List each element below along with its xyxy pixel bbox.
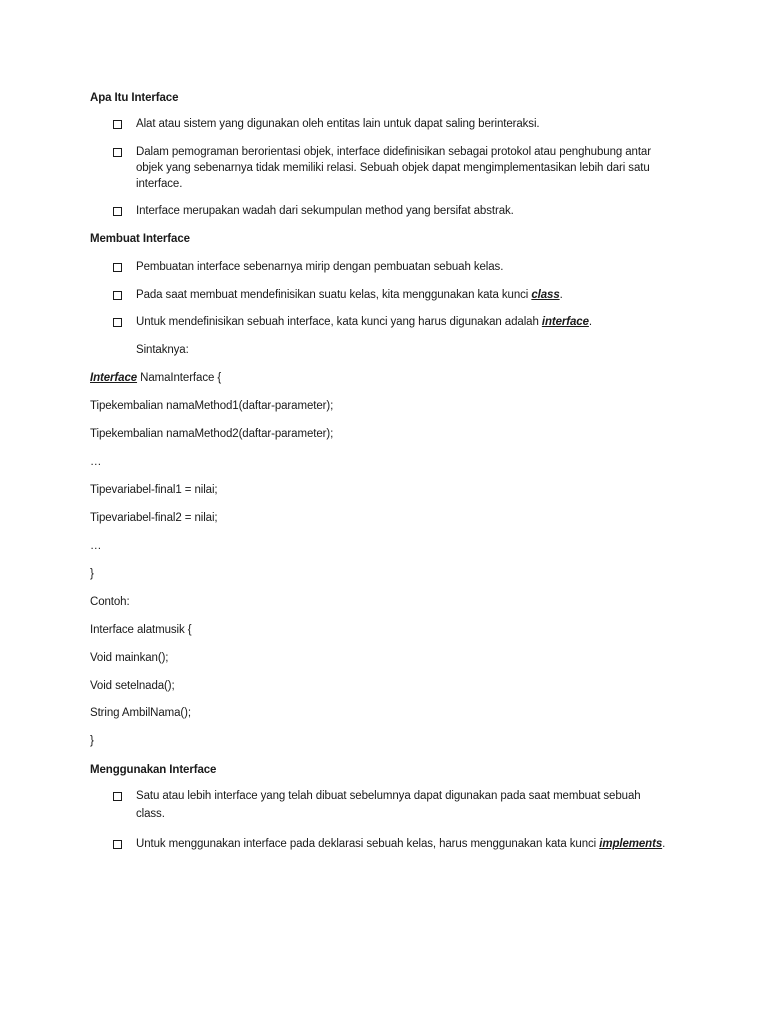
checkbox-icon (113, 120, 122, 129)
bullet-text: Satu atau lebih interface yang telah dibuat sebelumnya dapat digunakan pada saat membuat sebuah (136, 790, 641, 802)
syntax-keyword: Interface (90, 372, 138, 384)
checkbox-icon (113, 792, 122, 801)
example-line: } (90, 735, 94, 747)
bullet-text: Pembuatan interface sebenarnya mirip dengan pembuatan sebuah kelas. (136, 261, 504, 273)
example-line: Interface alatmusik { (90, 624, 192, 636)
checkbox-icon (113, 291, 122, 300)
syntax-line: } (90, 568, 94, 580)
keyword-implements: implements (599, 838, 663, 850)
syntax-line: … (90, 540, 102, 552)
bullet-text: objek yang sebenarnya tidak memiliki relasi. Sebuah objek dapat mengimplementasikan lebih dari satu (136, 162, 650, 174)
syntax-line: Tipekembalian namaMethod1(daftar-parameter); (90, 400, 334, 412)
example-label: Contoh: (90, 596, 130, 608)
section-heading-menggunakan-interface: Menggunakan Interface (90, 764, 217, 776)
section-heading-apa-itu-interface: Apa Itu Interface (90, 92, 179, 104)
bullet-text-with-keyword (136, 837, 665, 853)
syntax-line: Tipekembalian namaMethod2(daftar-parameter); (90, 428, 334, 440)
bullet-text: . (588, 316, 592, 328)
example-line: String AmbilNama(); (90, 707, 191, 719)
section-heading-membuat-interface: Membuat Interface (90, 233, 190, 245)
syntax-line: Tipevariabel-final1 = nilai; (90, 484, 218, 496)
bullet-text: interface. (136, 178, 183, 190)
checkbox-icon (113, 263, 122, 272)
checkbox-icon (113, 318, 122, 327)
syntax-line: … (90, 456, 102, 468)
bullet-text: Alat atau sistem yang digunakan oleh entitas lain untuk dapat saling berinteraksi. (136, 118, 540, 130)
checkbox-icon (113, 207, 122, 216)
bullet-text: . (662, 838, 666, 850)
keyword-interface: interface (541, 316, 589, 328)
bullet-text: Untuk menggunakan interface pada deklarasi sebuah kelas, harus menggunakan kata kunci (136, 838, 600, 850)
keyword-class: class (531, 289, 560, 301)
bullet-text: class. (136, 808, 165, 820)
bullet-text-with-keyword (136, 315, 592, 331)
bullet-text: Untuk mendefinisikan sebuah interface, kata kunci yang harus digunakan adalah (136, 316, 542, 328)
checkbox-icon (113, 840, 122, 849)
syntax-line (90, 371, 221, 387)
syntax-line: Tipevariabel-final2 = nilai; (90, 512, 218, 524)
syntax-text: NamaInterface { (137, 372, 222, 384)
example-line: Void mainkan(); (90, 652, 169, 664)
example-line: Void setelnada(); (90, 680, 175, 692)
checkbox-icon (113, 148, 122, 157)
syntax-label: Sintaknya: (136, 344, 189, 356)
bullet-text: Pada saat membuat mendefinisikan suatu kelas, kita menggunakan kata kunci (136, 289, 532, 301)
bullet-text-with-keyword (136, 288, 563, 304)
bullet-text: Interface merupakan wadah dari sekumpulan method yang bersifat abstrak. (136, 205, 514, 217)
bullet-text: . (559, 289, 563, 301)
bullet-text: Dalam pemograman berorientasi objek, interface didefinisikan sebagai protokol atau penghubung antar (136, 146, 651, 158)
